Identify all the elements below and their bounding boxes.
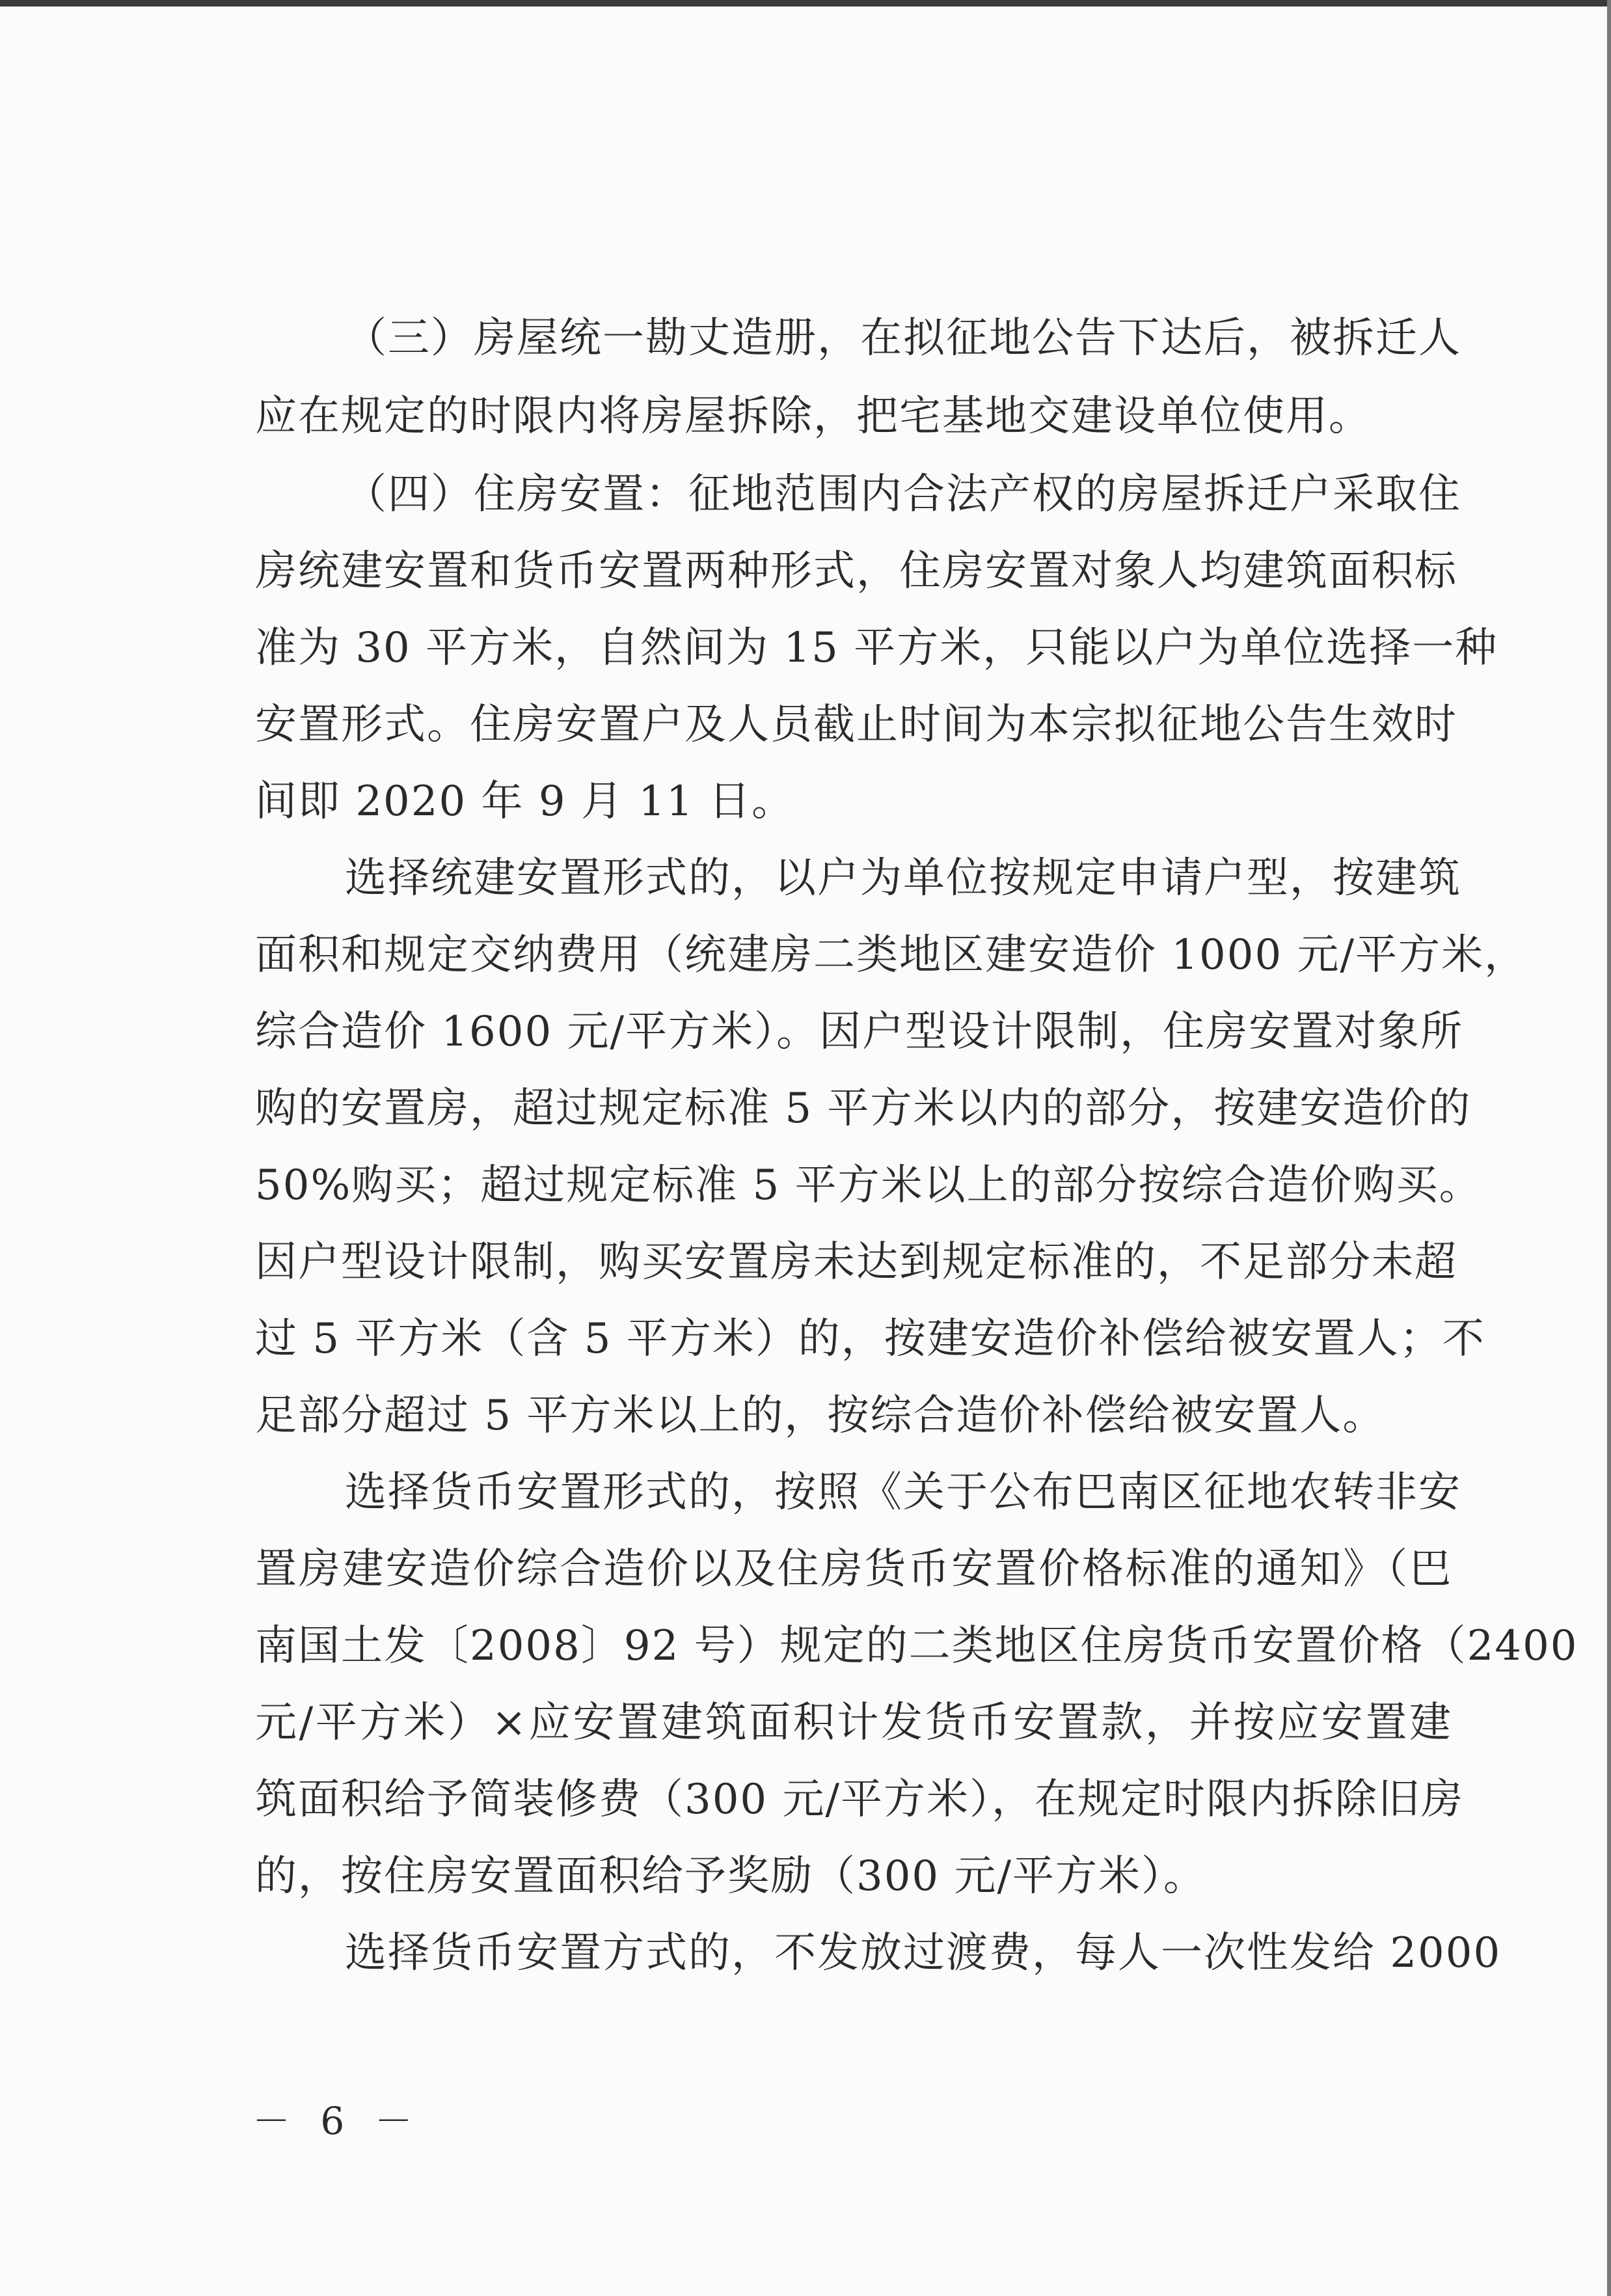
text-line: （四）住房安置：征地范围内合法产权的房屋拆迁户采取住 [345,470,1461,519]
text-line: 的，按住房安置面积给予奖励（300 元/平方米）。 [255,1852,1207,1900]
text-line: 应在规定的时限内将房屋拆除，把宅基地交建设单位使用。 [255,392,1372,440]
text-line: 选择货币安置方式的，不发放过渡费，每人一次性发给 2000 [345,1929,1502,1977]
text-line: 间即 2020 年 9 月 11 日。 [255,777,795,826]
text-line: 准为 30 平方米，自然间为 15 平方米，只能以户为单位选择一种 [255,624,1498,672]
text-line: 选择货币安置形式的，按照《关于公布巴南区征地农转非安 [345,1468,1461,1517]
text-line: 综合造价 1600 元/平方米）。因户型设计限制，住房安置对象所 [255,1008,1464,1056]
text-line: 因户型设计限制，购买安置房未达到规定标准的，不足部分未超 [255,1238,1457,1286]
text-line: （三）房屋统一勘丈造册，在拟征地公告下达后，被拆迁人 [345,314,1461,362]
text-line: 过 5 平方米（含 5 平方米）的，按建安造价补偿给被安置人；不 [255,1315,1485,1363]
text-line: 安置形式。住房安置户及人员截止时间为本宗拟征地公告生效时 [255,701,1457,749]
text-line: 购的安置房，超过规定标准 5 平方米以内的部分，按建安造价的 [255,1085,1472,1133]
scan-edge-right [1607,0,1611,2296]
text-line: 置房建安造价综合造价以及住房货币安置价格标准的通知》（巴 [255,1545,1452,1593]
text-line: 筑面积给予简装修费（300 元/平方米），在规定时限内拆除旧房 [255,1776,1465,1824]
text-line: 房统建安置和货币安置两种形式，住房安置对象人均建筑面积标 [255,547,1457,595]
text-line: 面积和规定交纳费用（统建房二类地区建安造价 1000 元/平方米， [255,931,1528,979]
text-line: 选择统建安置形式的，以户为单位按规定申请户型，按建筑 [345,854,1461,902]
text-line: 元/平方米）×应安置建筑面积计发货币安置款，并按应安置建 [255,1699,1452,1747]
scan-edge-top [0,0,1611,7]
page-number: － 6 － [252,2099,422,2143]
text-line: 南国土发〔2008〕92 号）规定的二类地区住房货币安置价格（2400 [255,1622,1578,1670]
text-line: 足部分超过 5 平方米以上的，按综合造价补偿给被安置人。 [255,1392,1386,1440]
text-line: 50%购买；超过规定标准 5 平方米以上的部分按综合造价购买。 [255,1161,1482,1209]
